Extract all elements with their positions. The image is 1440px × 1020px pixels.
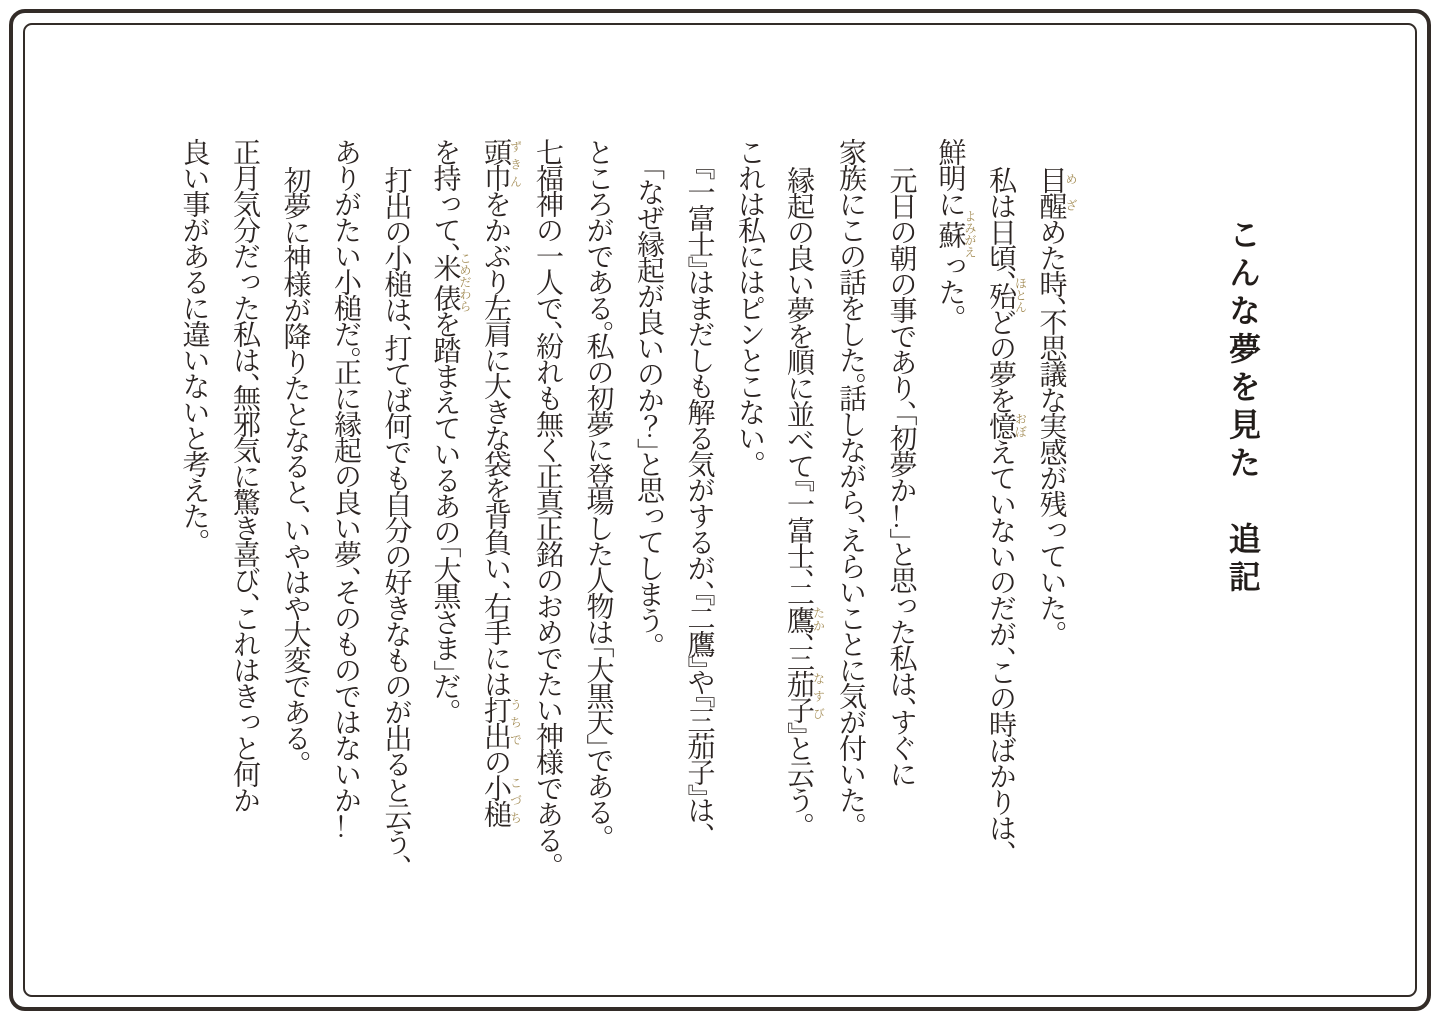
ruby-annotated-word: 打出うちで <box>480 696 523 748</box>
text-column-14: 打出の小槌は、打てば何でも自分の好きなものが出ると云う、 <box>380 166 412 866</box>
text-column-18: 良い事があるに違いないと考えた。 <box>178 138 210 540</box>
text-column-15: ありがたい小槌だ。正に縁起の良い夢、そのものではないか！ <box>330 138 361 838</box>
ruby-annotated-word: 目醒めざ <box>1035 166 1078 218</box>
text-column-17: 正月気分だった私は、無邪気に驚き喜び、これはきっと何か <box>229 138 260 812</box>
page-title: こんな夢を見た 追記 <box>1225 218 1261 598</box>
text-column-4: 元日の朝の事であり、「初夢か！」と思った私は、すぐに <box>885 166 917 786</box>
ruby-annotated-word: 小槌こづち <box>480 774 523 826</box>
text-column-13: を持って、米俵こめだわらを踏まえているあの「大黒さま」だ。 <box>429 138 472 710</box>
ruby-annotated-word: 蘇よみがえ <box>934 210 977 258</box>
ruby-annotated-word: 殆ほとん <box>985 277 1028 313</box>
text-column-11: 七福神の一人で、紛れも無く正真正銘のおめでたい神様である。 <box>532 138 563 864</box>
text-column-7: これは私にはピンとこない。 <box>734 138 765 462</box>
text-column-3: 鮮明に蘇よみがえった。 <box>934 138 977 316</box>
text-column-2: 私は日頃、殆ほとんどの夢を憶おぼえていないのだが、この時ばかりは、 <box>985 166 1028 852</box>
ruby-annotated-word: 米俵こめだわら <box>429 252 472 312</box>
text-column-12: 頭巾ずきんをかぶり左肩に大きな袋を背負い、右手には打出うちでの小槌こづち <box>480 138 523 826</box>
text-column-9: 「なぜ縁起が良いのか？」と思ってしまう。 <box>633 166 664 644</box>
text-column-16: 初夢に神様が降りたとなると、いやはや大変である。 <box>279 166 311 762</box>
text-column-6: 縁起の良い夢を順に並べて『一富士、二鷹たか、三茄子なすび』と云う。 <box>783 166 826 824</box>
text-column-10: ところがである。私の初夢に登場した人物は「大黒天」である。 <box>582 138 614 836</box>
body-text <box>168 138 1077 950</box>
ruby-annotated-word: 鷹たか <box>783 606 826 632</box>
text-column-8: 『一富士』はまだしも解る気がするが、『二鷹』や『三茄子』は、 <box>683 166 715 834</box>
ruby-annotated-word: 頭巾ずきん <box>480 138 523 190</box>
ruby-annotated-word: 憶おぼ <box>985 412 1028 438</box>
ruby-annotated-word: 茄子なすび <box>783 670 826 722</box>
text-column-1: 目醒めざめた時、不思議な実感が残っていた。 <box>1035 166 1078 632</box>
text-column-5: 家族にこの話をした。話しながら、えらいことに気が付いた。 <box>835 138 866 824</box>
